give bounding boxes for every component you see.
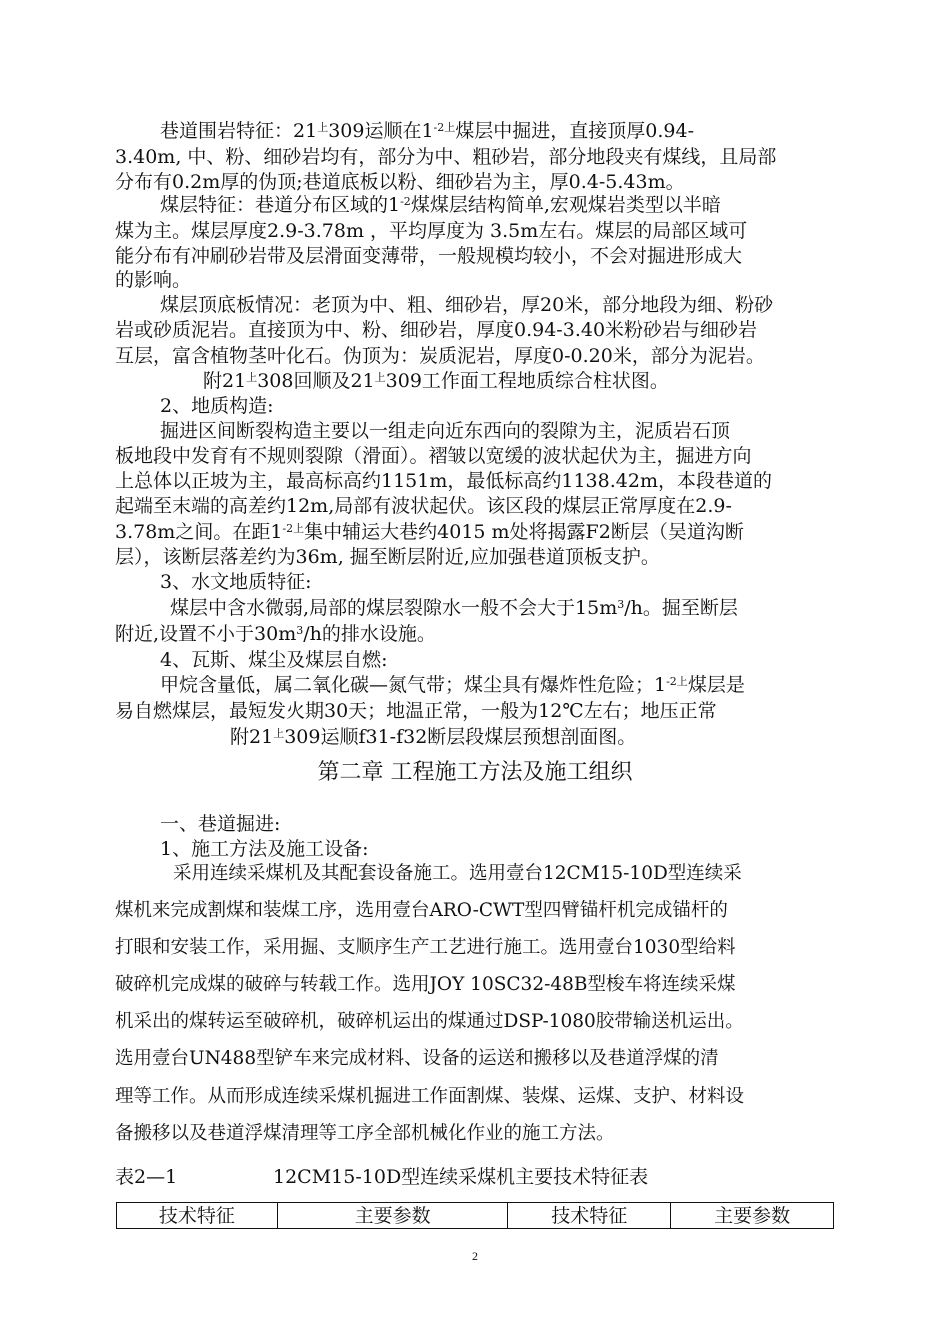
table-caption: 12CM15-10D型连续采煤机主要技术特征表 [273,1166,649,1188]
text-line: 分布有0.2m厚的伪顶;巷道底板以粉、细砂岩为主，厚0.4-5.43m。 [115,171,685,193]
text-line: 附近,设置不小于$30m^3/h$的排水设施。 [115,623,436,645]
text-line: 附$21^上308$回顺及$21^上309$工作面工程地质综合柱状图。 [203,370,669,392]
table-number: 表2—1 [115,1166,178,1188]
subsection-title: 1、施工方法及施工设备: [160,838,369,860]
text-line: 互层，富含植物茎叶化石。伪顶为：炭质泥岩，厚度0-0.20米，部分为泥岩。 [115,345,765,367]
table-header-cell: 主要参数 [277,1203,508,1229]
text-line: 巷道围岩特征：$21^上309$运顺在$1^{-2上}$煤层中掘进，直接顶厚0.94- [160,120,694,142]
text-line: 起端至末端的高差约12m,局部有波状起伏。该区段的煤层正常厚度在2.9- [115,495,732,517]
text-line: 附$21^上309$运顺f31-f32断层段煤层预想剖面图。 [230,726,637,748]
text-line: 机采出的煤转运至破碎机，破碎机运出的煤通过DSP-1080胶带输送机运出。 [115,1011,744,1032]
table-header-cell: 主要参数 [671,1203,834,1229]
table-header-cell: 技术特征 [117,1203,278,1229]
text-line: 选用壹台UN488型铲车来完成材料、设备的运送和搬移以及巷道浮煤的清 [115,1048,719,1069]
text-line: 能分布有冲刷砂岩带及层滑面变薄带，一般规模均较小，不会对掘进形成大 [115,245,743,267]
text-line: 掘进区间断裂构造主要以一组走向近东西向的裂隙为主，泥质岩石顶 [160,420,731,442]
text-line: 煤机来完成割煤和装煤工序，选用壹台ARO-CWT型四臂锚杆机完成锚杆的 [115,900,728,921]
table-header-cell: 技术特征 [508,1203,671,1229]
chapter-heading: 第二章 工程施工方法及施工组织 [317,760,633,785]
text-line: 3.40m, 中、粉、细砂岩均有，部分为中、粗砂岩，部分地段夹有煤线，且局部 [115,146,777,168]
text-line: 甲烷含量低，属二氧化碳—氮气带；煤尘具有爆炸性危险；$1^{-2上}$煤层是 [160,674,745,696]
subsection-title: 4、瓦斯、煤尘及煤层自燃: [160,649,388,671]
text-line: 上总体以正坡为主，最高标高约1151m，最低标高约1138.42m，本段巷道的 [115,470,772,492]
text-line: 破碎机完成煤的破碎与转载工作。选用JOY 10SC32-48B型梭车将连续采煤 [115,974,736,995]
text-line: 层），该断层落差约为36m, 掘至断层附近,应加强巷道顶板支护。 [115,546,660,568]
text-line: 的影响。 [115,269,192,291]
section-title: 一、巷道掘进: [160,813,281,835]
text-line: 煤层顶底板情况：老顶为中、粗、细砂岩，厚20米，部分地段为细、粉砂 [160,294,774,316]
text-line: 备搬移以及巷道浮煤清理等工序全部机械化作业的施工方法。 [115,1123,615,1144]
text-line: 板地段中发育有不规则裂隙（滑面）。褶皱以宽缓的波状起伏为主，掘进方向 [115,445,752,467]
text-line: 采用连续采煤机及其配套设备施工。选用壹台12CM15-10D型连续采 [173,863,742,884]
subsection-title: 2、地质构造: [160,395,274,417]
text-line: 煤层中含水微弱,局部的煤层裂隙水一般不会大于$15m^3/h$。掘至断层 [170,597,738,619]
text-line: 3.78m之间。在距$1^{-2上}$集中辅运大巷约4015 m处将揭露F2断层（吴道沟断 [115,521,744,543]
page-number: 2 [472,1249,478,1263]
text-line: 岩或砂质泥岩。直接顶为中、粉、细砂岩，厚度0.94-3.40米粉砂岩与细砂岩 [115,319,758,341]
table-header-row [117,1203,834,1229]
subsection-title: 3、水文地质特征: [160,571,312,593]
text-line: 煤为主。煤层厚度2.9-3.78m ，平均厚度为 3.5m左右。煤层的局部区域可 [115,220,748,242]
text-line: 打眼和安装工作，采用掘、支顺序生产工艺进行施工。选用壹台1030型给料 [115,937,736,958]
text-line: 理等工作。从而形成连续采煤机掘进工作面割煤、装煤、运煤、支护、材料设 [115,1086,745,1107]
text-line: 煤层特征：巷道分布区域的$1^{-2}$煤煤层结构简单,宏观煤岩类型以半暗 [160,194,721,216]
text-line: 易自燃煤层，最短发火期30天；地温正常，一般为12℃左右；地压正常 [115,700,717,722]
spec-table [116,1202,834,1229]
